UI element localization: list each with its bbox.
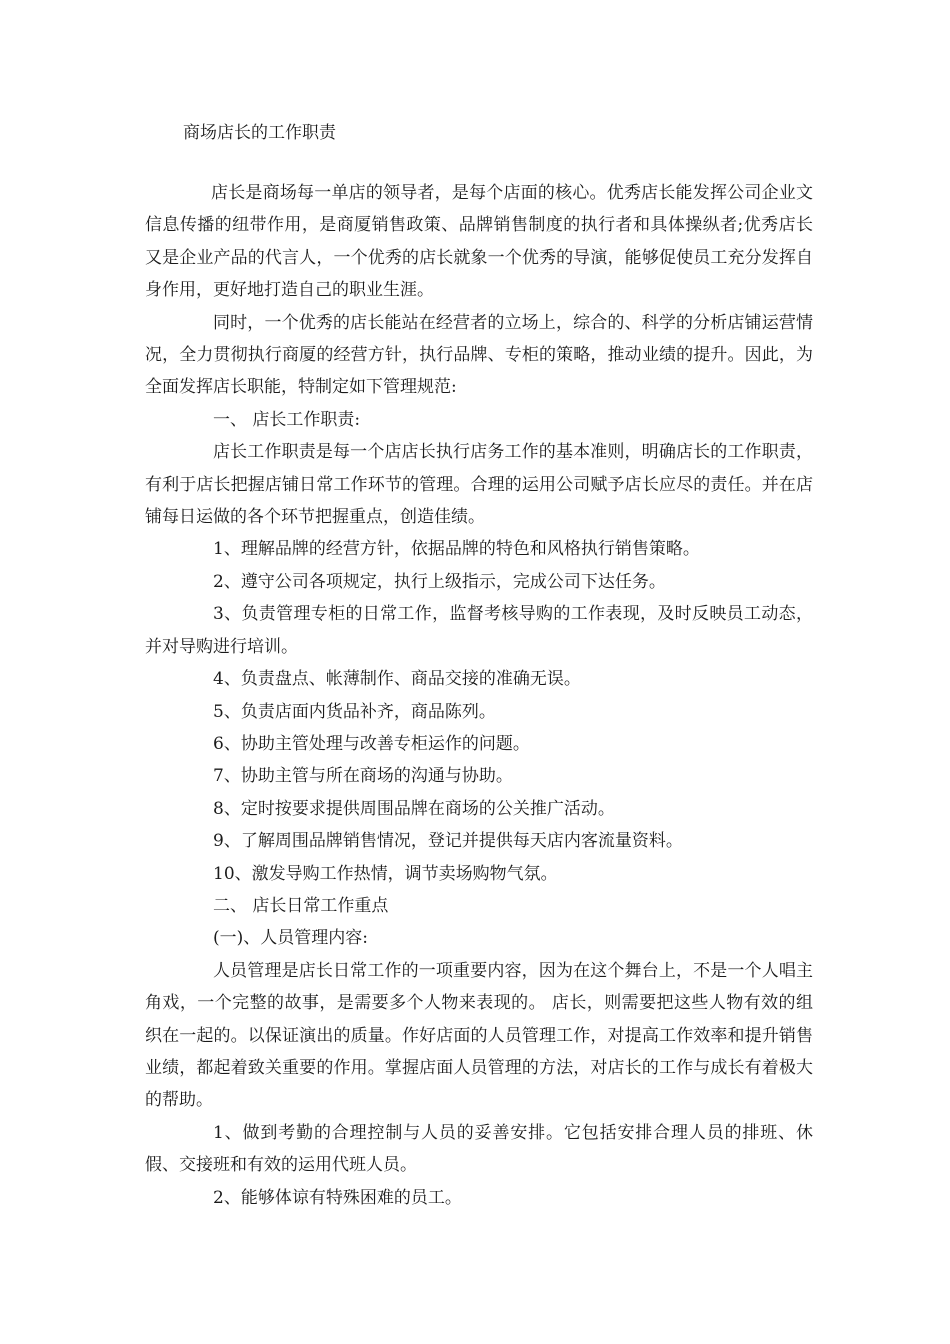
list-item-duty-1: 1、理解品牌的经营方针，依据品牌的特色和风格执行销售策略。 <box>213 539 700 560</box>
list-item-staff-1: 1、做到考勤的合理控制与人员的妥善安排。它包括安排合理人员的排班、休假、交接班和有效的运用代班人员。 <box>145 1122 813 1176</box>
paragraph-intro: 店长是商场每一单店的领导者，是每个店面的核心。优秀店长能发挥公司企业文信息传播的纽带作用，是商厦销售政策、品牌销售制度的执行者和具体操纵者;优秀店长又是企业产品的代言人，一个优秀的店长就象一个优秀的导演，能够促使员工充分发挥自身作用，更好地打造自己的职业生涯。 <box>145 183 813 301</box>
list-item-duty-10: 10、激发导购工作热情，调节卖场购物气氛。 <box>213 863 558 884</box>
paragraph-manager-role: 同时，一个优秀的店长能站在经营者的立场上，综合的、科学的分析店铺运营情况，全力贯彻执行商厦的经营方针，执行品牌、专柜的策略，推动业绩的提升。因此，为全面发挥店长职能，特制定如下管理规范: <box>145 312 813 398</box>
section-heading-duties: 一、 店长工作职责: <box>213 409 361 430</box>
list-item-duty-7: 7、协助主管与所在商场的沟通与协助。 <box>213 766 513 787</box>
list-item-staff-2: 2、能够体谅有特殊困难的员工。 <box>213 1187 462 1208</box>
list-item-duty-6: 6、协助主管处理与改善专柜运作的问题。 <box>213 733 530 754</box>
subsection-heading-staff: (一)、人员管理内容: <box>213 928 368 949</box>
document-body <box>145 177 813 1214</box>
document-title: 商场店长的工作职责 <box>183 123 336 143</box>
list-item-duty-9: 9、了解周围品牌销售情况，登记并提供每天店内客流量资料。 <box>213 831 683 852</box>
list-item-duty-5: 5、负责店面内货品补齐，商品陈列。 <box>213 701 496 722</box>
section-heading-daily-focus: 二、 店长日常工作重点 <box>213 895 389 916</box>
list-item-duty-2: 2、遵守公司各项规定，执行上级指示，完成公司下达任务。 <box>213 571 666 592</box>
paragraph-duties-intro: 店长工作职责是每一个店店长执行店务工作的基本准则，明确店长的工作职责，有利于店长把握店铺日常工作环节的管理。合理的运用公司赋予店长应尽的责任。并在店铺每日运做的各个环节把握重点，创造佳绩。 <box>145 442 813 528</box>
paragraph-staff-management: 人员管理是店长日常工作的一项重要内容，因为在这个舞台上，不是一个人唱主角戏，一个完整的故事，是需要多个人物来表现的。 店长，则需要把这些人物有效的组织在一起的。以保证演出的质量。作好店面的人员管理工作，对提高工作效率和提升销售业绩，都起着致关重要的作用。掌握店面人员管理的方法，对店长的工作与成长有着极大的帮助。 <box>145 960 813 1111</box>
list-item-duty-8: 8、定时按要求提供周围品牌在商场的公关推广活动。 <box>213 798 615 819</box>
list-item-duty-3: 3、负责管理专柜的日常工作，监督考核导购的工作表现，及时反映员工动态，并对导购进行培训。 <box>145 604 813 657</box>
list-item-duty-4: 4、负责盘点、帐薄制作、商品交接的准确无误。 <box>213 669 581 690</box>
